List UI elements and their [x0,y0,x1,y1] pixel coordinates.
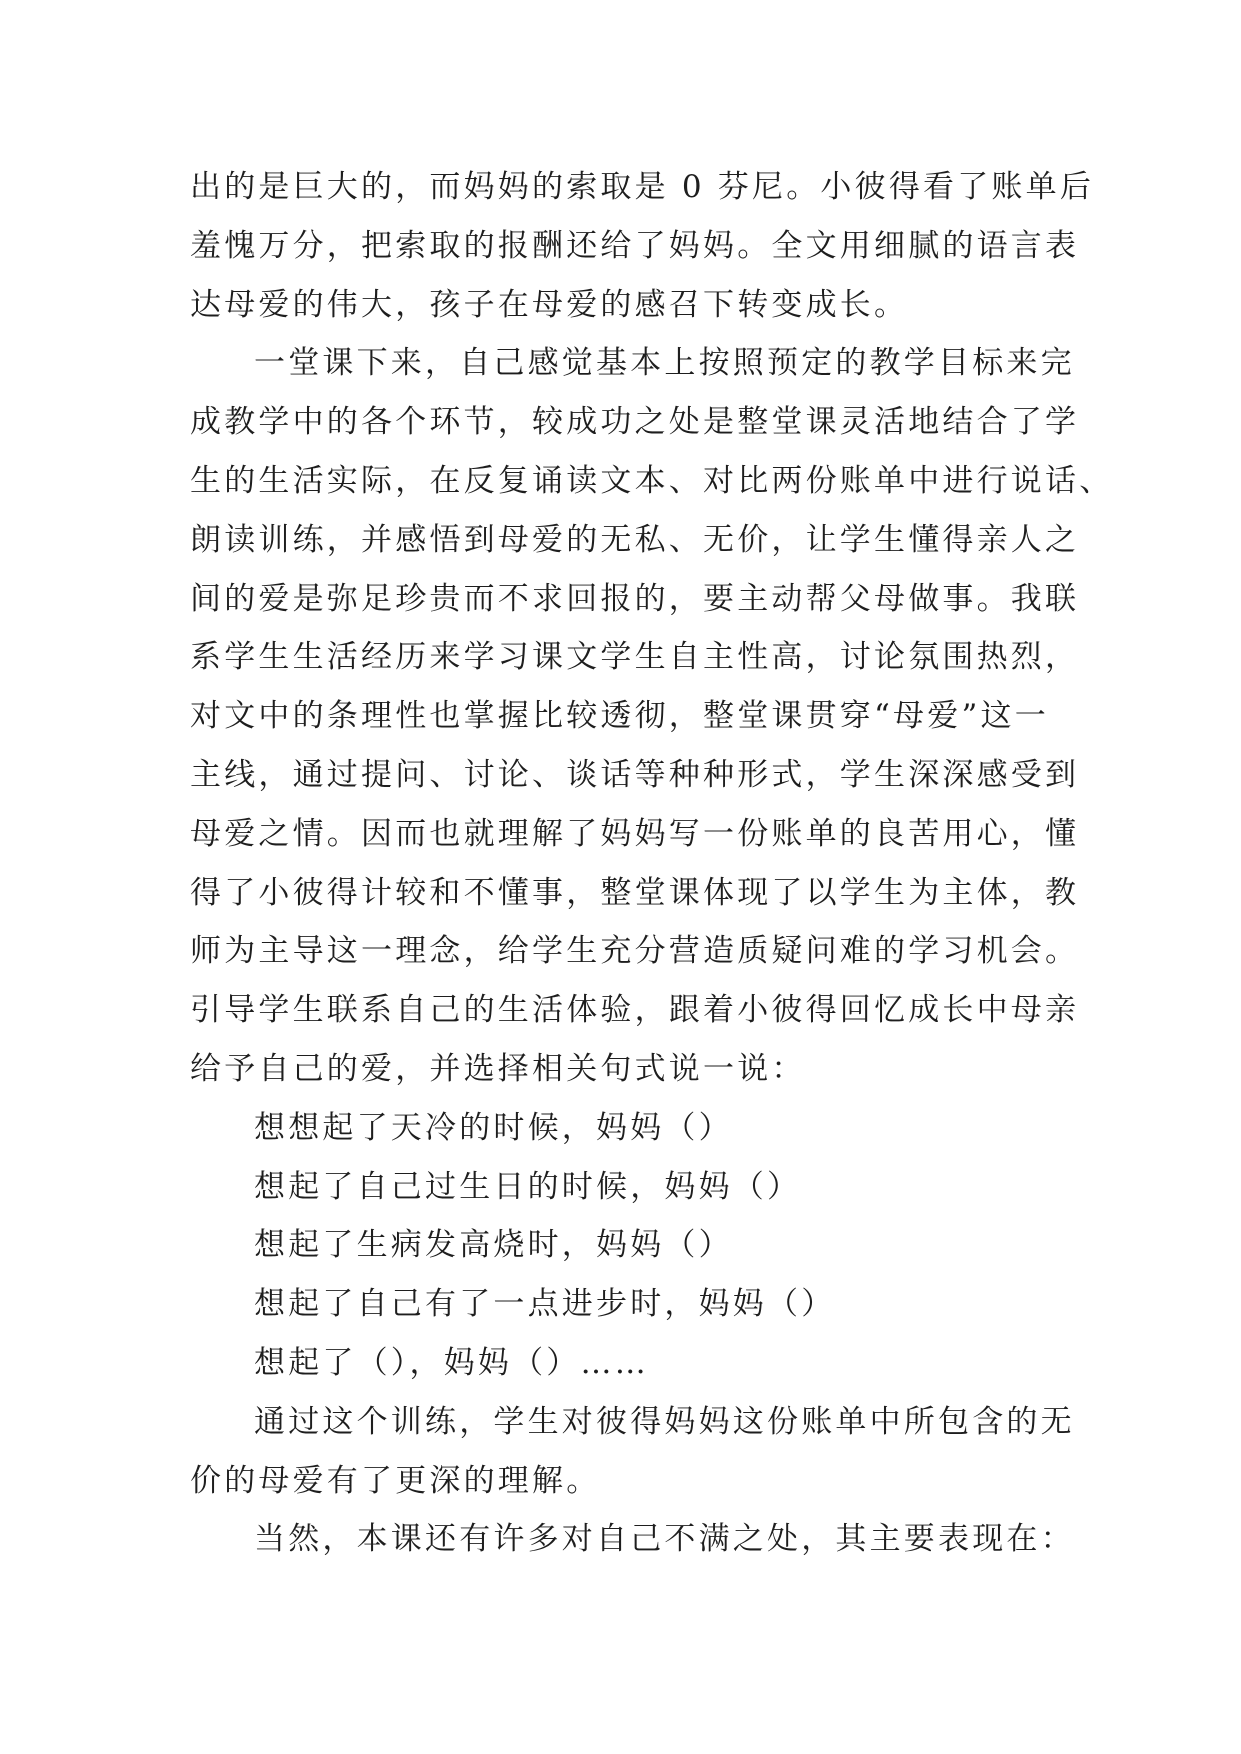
text-line: 朗读训练，并感悟到母爱的无私、无价，让学生懂得亲人之 [190,521,1080,558]
text-line: 成教学中的各个环节，较成功之处是整堂课灵活地结合了学 [190,404,1080,441]
text-line: 想起了生病发高烧时，妈妈（） [254,1227,733,1264]
text-line: 引导学生联系自己的生活体验，跟着小彼得回忆成长中母亲 [190,992,1080,1029]
text-line: 价的母爱有了更深的理解。 [190,1462,601,1499]
text-line: 当然，本课还有许多对自己不满之处，其主要表现在： [254,1521,1075,1558]
text-line: 主线，通过提问、讨论、谈话等种种形式，学生深深感受到 [190,756,1080,793]
text-line: 想想起了天冷的时候，妈妈（） [254,1109,733,1146]
text-line: 一堂课下来，自己感觉基本上按照预定的教学目标来完 [254,345,1075,382]
text-line: 想起了（），妈妈（）…… [254,1344,649,1381]
text-line: 出的是巨大的，而妈妈的索取是 0 芬尼。小彼得看了账单后 [190,169,1095,205]
text-line: 对文中的条理性也掌握比较透彻，整堂课贯穿“母爱”这一 [190,698,1049,735]
text-line: 得了小彼得计较和不懂事，整堂课体现了以学生为主体，教 [190,874,1080,911]
text-line: 想起了自己过生日的时候，妈妈（） [254,1168,802,1205]
text-line: 间的爱是弥足珍贵而不求回报的，要主动帮父母做事。我联 [190,580,1080,617]
text-line: 给予自己的爱，并选择相关句式说一说： [190,1050,806,1087]
text-line: 生的生活实际，在反复诵读文本、对比两份账单中进行说话、 [190,462,1114,499]
text-line: 系学生生活经历来学习课文学生自主性高，讨论氛围热烈， [190,639,1080,676]
text-line: 师为主导这一理念，给学生充分营造质疑问难的学习机会。 [190,933,1080,970]
text-line: 通过这个训练，学生对彼得妈妈这份账单中所包含的无 [254,1403,1075,1440]
text-line: 达母爱的伟大，孩子在母爱的感召下转变成长。 [190,286,909,323]
text-line: 羞愧万分，把索取的报酬还给了妈妈。全文用细腻的语言表 [190,227,1080,264]
document-page [190,158,1114,1569]
text-line: 母爱之情。因而也就理解了妈妈写一份账单的良苦用心，懂 [190,815,1080,852]
text-line: 想起了自己有了一点进步时，妈妈（） [254,1286,836,1323]
